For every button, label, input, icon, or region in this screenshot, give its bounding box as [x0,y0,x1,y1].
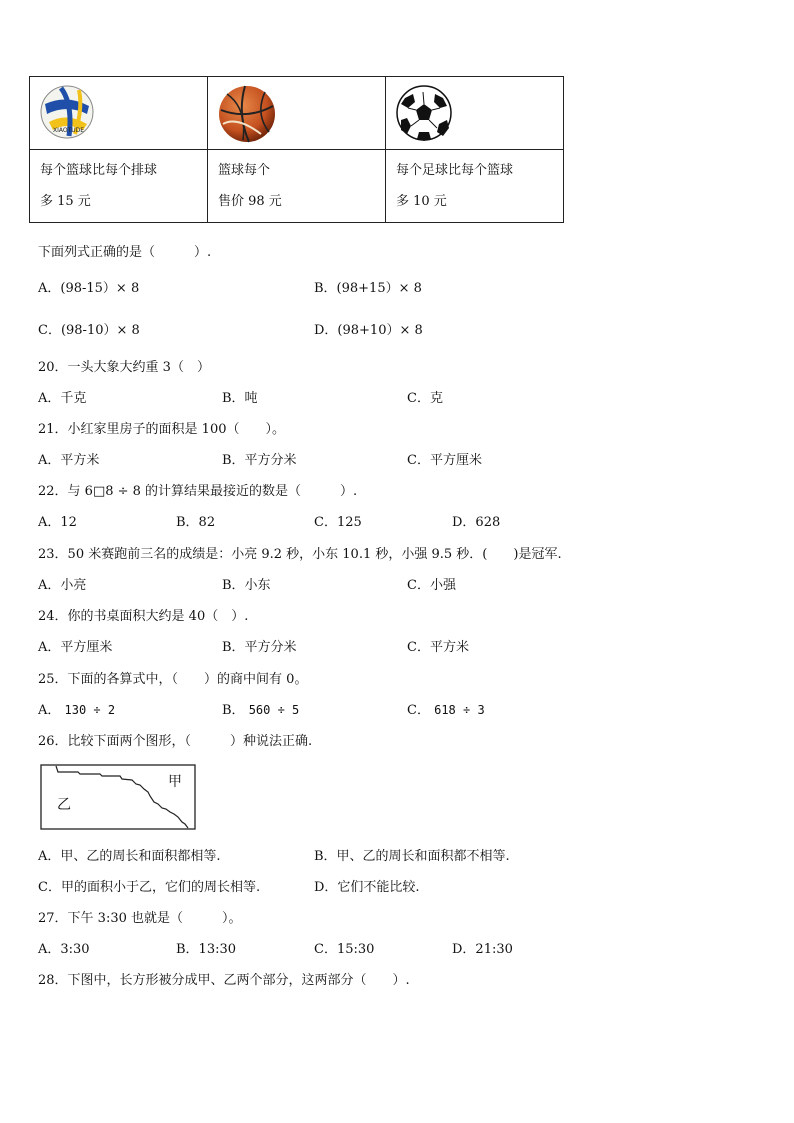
q21-option-a[interactable]: A．平方米 [38,453,100,468]
q27-option-b[interactable]: B．13:30 [176,942,237,957]
volleyball-price-text [30,150,208,223]
soccer-ball-cell [386,77,564,150]
q26-option-c[interactable]: C．甲的面积小于乙，它们的周长相等. [38,880,261,895]
volleyball-icon [39,84,95,140]
q20-option-a[interactable]: A．千克 [38,391,87,406]
q19-option-a[interactable]: A．(98-15）× 8 [38,281,140,296]
question-19-stem: 下面列式正确的是（ ）. [38,245,212,260]
q21-option-c[interactable]: C．平方厘米 [407,453,482,468]
q20-option-b[interactable]: B．吨 [222,391,258,406]
question-28-stem: 28．下图中，长方形被分成甲、乙两个部分，这两部分（ ）. [38,973,410,988]
soccer-price-text [386,150,564,223]
question-24-stem: 24．你的书桌面积大约是 40（ ）. [38,609,249,624]
option-expression: 560 ÷ 5 [248,703,300,717]
question-25-stem: 25．下面的各算式中，（ ）的商中间有 0。 [38,672,308,687]
cell-line: 多 10 元 [396,194,447,209]
price-table [29,76,564,223]
cell-line: 篮球每个 [218,163,271,178]
cell-line: 每个足球比每个篮球 [396,163,514,178]
option-expression: 130 ÷ 2 [64,703,116,717]
option-label: B． [222,703,245,718]
q24-option-c[interactable]: C．平方米 [407,640,469,655]
q20-option-c[interactable]: C．克 [407,391,443,406]
basketball-cell [208,77,386,150]
q26-option-b[interactable]: B．甲、乙的周长和面积都不相等. [314,849,510,864]
figure-label-jia: 甲 [168,774,182,790]
question-20-stem: 20．一头大象大约重 3（ ） [38,360,210,375]
q23-option-b[interactable]: B．小东 [222,578,271,593]
figure-label-yi: 乙 [57,797,71,813]
q22-option-a[interactable]: A．12 [38,515,77,530]
basketball-price-text [208,150,386,223]
volleyball-cell [30,77,208,150]
cell-line: 多 15 元 [40,194,91,209]
q25-option-b[interactable] [222,699,299,718]
q23-option-c[interactable]: C．小强 [407,578,456,593]
q22-option-b[interactable]: B．82 [176,515,216,530]
soccer-ball-icon [395,84,453,142]
q26-option-a[interactable]: A．甲、乙的周长和面积都相等. [38,849,221,864]
q19-option-b[interactable]: B．(98+15）× 8 [314,281,422,296]
question-27-stem: 27．下午 3:30 也就是（ ）。 [38,911,242,926]
q24-option-a[interactable]: A．平方厘米 [38,640,113,655]
q25-option-a[interactable] [38,699,115,718]
svg-text:XIAOTUDE: XIAOTUDE [53,127,85,134]
q24-option-b[interactable]: B．平方分米 [222,640,297,655]
q22-option-c[interactable]: C．125 [314,515,362,530]
q21-option-b[interactable]: B．平方分米 [222,453,297,468]
q26-figure [40,764,198,832]
q19-option-c[interactable]: C．(98-10）× 8 [38,323,140,338]
q27-option-c[interactable]: C．15:30 [314,942,375,957]
basketball-icon [217,84,277,144]
q19-option-d[interactable]: D．(98+10）× 8 [314,323,423,338]
question-22-stem: 22．与 6□8 ÷ 8 的计算结果最接近的数是（ ）. [38,484,358,499]
q22-option-d[interactable]: D．628 [452,515,501,530]
q27-option-a[interactable]: A．3:30 [38,942,90,957]
question-26-stem: 26．比较下面两个图形，（ ）种说法正确. [38,734,313,749]
q26-option-d[interactable]: D．它们不能比较. [314,880,420,895]
q25-option-c[interactable] [407,699,485,718]
q27-option-d[interactable]: D．21:30 [452,942,513,957]
cell-line: 每个篮球比每个排球 [40,163,158,178]
option-label: C． [407,703,430,718]
question-23-stem: 23．50 米赛跑前三名的成绩是：小亮 9.2 秒，小东 10.1 秒，小强 9.5 秒．( )是冠军. [38,547,562,562]
option-label: A． [38,703,61,718]
cell-line: 售价 98 元 [218,194,282,209]
option-expression: 618 ÷ 3 [434,703,485,717]
q23-option-a[interactable]: A．小亮 [38,578,87,593]
question-21-stem: 21．小红家里房子的面积是 100（ ）。 [38,422,285,437]
